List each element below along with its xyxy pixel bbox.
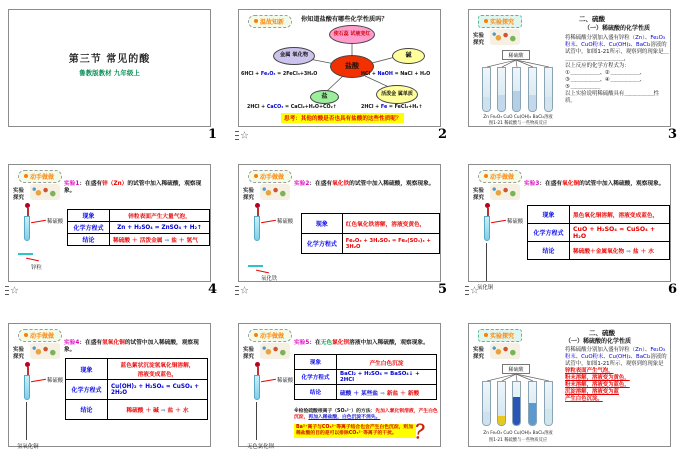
pointer-line [256,270,269,274]
side-label: 实验 探究 [472,347,484,360]
answer-line: 粉末溶解，溶液变为黄色， [565,375,630,382]
equation-salt: 2HCl + CaCO₃ = CaCl₂+H₂O+CO₂↑ [247,105,337,110]
badge-label: 温故知新 [260,19,285,26]
stand-line [256,402,257,440]
equation-metal: 2HCl + Fe = FeCl₂+H₂↑ [361,105,423,110]
pointer-line [261,379,276,383]
conclusion-value: 稀硫酸＋金属氧化物 ⇒ 盐 ＋ 水 [570,242,670,260]
node-metal-oxide: 金属 氧化物 [273,47,315,65]
equation-oxide: 6HCl + Fe₂O₃ = 2FeCl₃+3H₂O [241,72,318,77]
animation-star-icon: ☆ [235,131,249,142]
answer-line: 粉末溶解，溶液变为蓝色， [565,382,630,389]
double-arrow-icon: ⇒ [626,249,631,255]
equation-value: CuO + H₂SO₄ = CuSO₄ + H₂O [570,224,670,242]
apparatus-label-sample: 锌粒 [31,265,42,271]
row-header-phenomenon: 现象 [66,359,108,380]
test-tube [512,67,521,112]
stand-line [486,243,487,281]
experiment-table [67,209,210,246]
section-badge [18,170,62,183]
equation-intro: 以上反应的化学方程式为： [565,63,630,70]
section-badge [248,170,292,183]
badge-label: 动手做做 [260,174,285,181]
answer-line: 产生白色沉淀。 [565,396,603,403]
node-salt: 盐 [310,90,339,104]
apparatus-label-acid: 稀硫酸 [507,219,524,225]
row-header-equation: 化学方程式 [302,234,343,254]
row-header-phenomenon: 现象 [68,210,110,222]
side-label: 实验 探究 [472,188,484,201]
equation-value: Zn + H₂SO₄ = ZnSO₄ + H₂↑ [110,222,210,234]
row-header-phenomenon: 现象 [528,206,570,224]
cartoon-figure [30,184,60,200]
sub-heading: （一）稀硫酸的化学性质 [565,338,632,346]
dropper-stem [257,367,259,375]
presentation-subtitle: 鲁教版教材 九年级上 [79,69,140,77]
sample-dash [248,265,263,267]
experiment-paragraph: 将稀硫酸分别加入盛有锌粒（Zn）、Fe₂O₃粉末、CuO粉末、Cu(OH)₂、BaCl₂溶液的试管中，如图1-21所示，观察到的现象是 [565,347,667,368]
section-badge [478,170,522,183]
phenomenon-value: 产生白色沉淀 [337,355,437,370]
animation-star-icon: ☆ [235,286,249,297]
badge-label: 实验探究 [490,333,515,340]
cartoon-figure [30,343,60,359]
phenomenon-value: 黑色氧化铜溶解，溶液变成蓝色， [570,206,670,224]
row-header-conclusion: 结论 [68,234,110,246]
slide-4-cell [0,155,230,310]
figure-caption: 图1-21 稀硫酸与一些物质反应 [488,121,548,126]
presentation-title: 第三节 常见的酸 [68,54,151,65]
slide-5-thumbnail[interactable] [238,164,441,282]
slide-7-thumbnail[interactable] [8,323,211,447]
section-heading: 二、硫酸 [579,15,605,23]
slide-8-thumbnail[interactable] [238,323,441,447]
node-hydrochloric-acid: 盐酸 [330,55,374,78]
tube-caption: Zn Fe₂O₃ CuO Cu(OH)₂ BaCl₂溶液 [483,115,553,120]
test-tube-apparatus [247,203,299,283]
test-tube-apparatus [17,362,69,449]
equation-value: Fe₂O₃ + 3H₂SO₄ = Fe₂(SO₄)₃ + 3H₂O [342,234,439,254]
stand-line [26,402,27,440]
badge-label: 动手做做 [30,174,55,181]
side-label: 实验 探究 [12,188,24,201]
badge-label: 动手做做 [260,333,285,340]
experiment-heading: 实验5：在无色氯化钡溶液中加入稀硫酸，观察现象。 [294,340,429,346]
tube-caption: Zn Fe₂O₃ CuO Cu(OH)₂ BaCl₂溶液 [483,431,553,436]
badge-label: 动手做做 [490,174,515,181]
test-tube [544,67,553,112]
slide-number: 6 [667,282,677,297]
test-tube-apparatus [477,203,529,291]
row-header-conclusion: 结论 [66,400,108,420]
slide-text [565,329,669,403]
slide-text [565,15,669,105]
acid-label-box: 稀硫酸 [502,50,530,60]
sub-heading: （一）稀硫酸的化学性质 [583,25,650,33]
test-tube [24,216,30,241]
test-tube [254,216,260,241]
apparatus-label-sample: 氢氧化铜 [17,444,39,449]
conclusion-value: 稀硫酸 ＋ 活泼金属 ⇒ 盐 ＋ 氢气 [110,234,210,246]
side-label: 实验 探究 [242,347,254,360]
answer-line: 锌粒表面产生气泡， [565,368,614,375]
experiment-table [527,205,670,260]
experiment-heading: 实验1：在盛有锌（Zn）的试管中加入稀硫酸，观察现象。 [64,181,202,195]
section-badge [18,329,62,342]
test-tube [254,375,260,400]
answer-line: 沉淀溶解，溶液变为蓝 [565,389,619,396]
cartoon-figure [260,343,290,359]
test-tube [497,381,506,426]
row-header-conclusion: 结论 [528,242,570,260]
apparatus-label-sample: 氧化铁 [261,276,278,282]
slide-number: 1 [207,127,217,142]
slide-7-cell [0,310,230,449]
row-header-equation: 化学方程式 [66,380,108,400]
section-badge [248,329,292,342]
blank-line: ③ ＿＿＿＿＿＿、④ ＿＿＿＿＿＿、 [565,77,645,84]
pointer-line [491,220,506,224]
apparatus-label-sample: 氧化铜 [477,285,494,291]
row-header-equation: 化学方程式 [295,370,337,385]
node-active-metal: 活泼金 属单质 [376,85,418,104]
badge-label: 动手做做 [30,333,55,340]
experiment-paragraph: 将稀硫酸分别加入盛有锌粒（Zn）、Fe₂O₃粉末、CuO粉末、Cu(OH)₂、BaCl₂溶液的试管中，如图1-21所示，观察到的现象是＿＿＿＿＿＿＿＿＿＿＿＿＿， [565,35,669,63]
slide-3-thumbnail[interactable] [468,9,671,127]
slide-1-thumbnail[interactable] [8,9,211,127]
experiment-heading: 实验4：在盛有氢氧化铜的试管中加入稀硫酸，观察现象。 [64,340,199,354]
section-heading: 二、硫酸 [589,329,615,337]
row-header-equation: 化学方程式 [68,222,110,234]
cartoon-figure [260,184,290,200]
phenomenon-value: 锌粒表面产生大量气泡， [110,210,210,222]
pointer-line [261,220,276,224]
slide-2-cell [230,0,460,155]
slide-5-cell [230,155,460,310]
test-tube [528,67,537,112]
slide-number: 5 [437,282,447,297]
side-label: 实验 探究 [242,188,254,201]
acid-label-box: 稀硫酸 [502,364,530,374]
pointer-line [31,379,46,383]
experiment-table [294,354,437,400]
apparatus-label-acid: 稀硫酸 [47,378,64,384]
phenomenon-value: 蓝色絮状沉淀氢氧化铜溶解， 溶液变成蓝色， [108,359,208,380]
node-litmus: 使石蕊 试液变红 [329,25,375,44]
cartoon-figure [490,184,520,200]
test-tube [484,216,490,241]
pointer-line [26,258,39,262]
experiment-table [301,213,440,254]
apparatus-label-sample: 无色氯化钡 [247,444,274,449]
sample-dash [18,253,33,255]
badge-label: 实验探究 [490,19,515,26]
double-arrow-icon: ⇒ [164,238,170,244]
question-mark: ？ [413,420,436,446]
experiment-table [65,358,208,420]
apparatus-label-acid: 稀硫酸 [47,219,64,225]
figure-caption: 图1-21 稀硫酸与一些物质反应 [488,438,548,443]
slide-1-cell [0,0,230,155]
row-header-conclusion: 结论 [295,385,337,400]
side-label: 实验 探究 [472,33,484,46]
phenomenon-value: 红色氧化铁溶解，溶液变黄色， [342,214,439,234]
question-title: 你知道盐酸有哪些化学性质吗？ [301,16,388,23]
side-label: 实验 探究 [12,347,24,360]
slide-number: 2 [437,127,447,142]
think-banner: 思考：其他的酸是否也具有盐酸的这些性质呢？ [281,113,404,123]
summary-line: 以上实验说明稀硫酸具有＿＿＿＿＿＿性质。 [565,91,660,105]
double-arrow-icon: ⇒ [380,390,385,397]
dropper-stem [27,208,29,216]
dropper-stem [27,367,29,375]
slide-6-cell [460,155,690,310]
slide-9-thumbnail[interactable] [468,323,671,447]
equation-base: HCl + NaOH = NaCl + H₂O [361,72,431,77]
test-method-note: ※检验硫酸根离子（SO₄²⁻）的方法：先加入氯化钡溶液，产生白色沉淀，再加入稀盐酸，白色沉淀不消失。 [294,409,438,421]
dropper-stem [487,208,489,216]
double-arrow-icon: ⇒ [160,408,166,414]
conclusion-value: 稀硫酸 ＋ 碱 ⇒ 盐 ＋ 水 [108,400,208,420]
test-tube-apparatus [247,362,299,449]
animation-star-icon: ☆ [5,286,19,297]
slide-8-cell [230,310,460,449]
conclusion-value: 硫酸 ＋ 某些盐 ⇒ 新盐 ＋ 新酸 [337,385,437,400]
test-tube [24,375,30,400]
slide-4-thumbnail[interactable] [8,164,211,282]
apparatus-label-acid: 稀硫酸 [277,378,294,384]
slide-number: 4 [207,282,217,297]
animation-star-icon: ☆ [465,286,479,297]
test-tube-apparatus [17,203,69,283]
blank-line: ① ＿＿＿＿＿＿、② ＿＿＿＿＿＿、 [565,70,645,77]
dropper-stem [257,208,259,216]
slide-3-cell [460,0,690,155]
apparatus-label-acid: 稀硫酸 [277,219,294,225]
pointer-line [31,220,46,224]
equation-value: Cu(OH)₂ + H₂SO₄ = CuSO₄ + 2H₂O [108,380,208,400]
slide-6-thumbnail[interactable] [468,164,671,291]
test-tube [482,67,491,112]
test-tube [512,381,521,426]
test-tube [497,67,506,112]
equation-value: BaCl₂ + H₂SO₄ = BaSO₄↓ + 2HCl [337,370,437,385]
node-base: 碱 [392,48,425,64]
row-header-phenomenon: 现象 [295,355,337,370]
test-tube [528,381,537,426]
experiment-heading: 实验2：在盛有氧化铁的试管中加入稀硫酸，观察现象。 [294,181,435,187]
test-tube [482,381,491,426]
experiment-heading: 实验3：在盛有氧化铜的试管中加入稀硫酸，观察现象。 [524,181,665,187]
slide-9-cell [460,310,690,449]
slide-2-thumbnail[interactable] [238,9,441,127]
blank-line: ⑤ ＿＿＿＿＿＿ [565,84,600,91]
row-header-phenomenon: 现象 [302,214,343,234]
highlight-note: Ba²⁺离子与CO₃²⁻等离子结合也会产生白色沉淀，则加稀盐酸的目的是可以排除CO₃²⁻等离子的干扰。 [294,424,416,438]
slide-number: 3 [667,127,677,142]
row-header-equation: 化学方程式 [528,224,570,242]
test-tube [544,381,553,426]
